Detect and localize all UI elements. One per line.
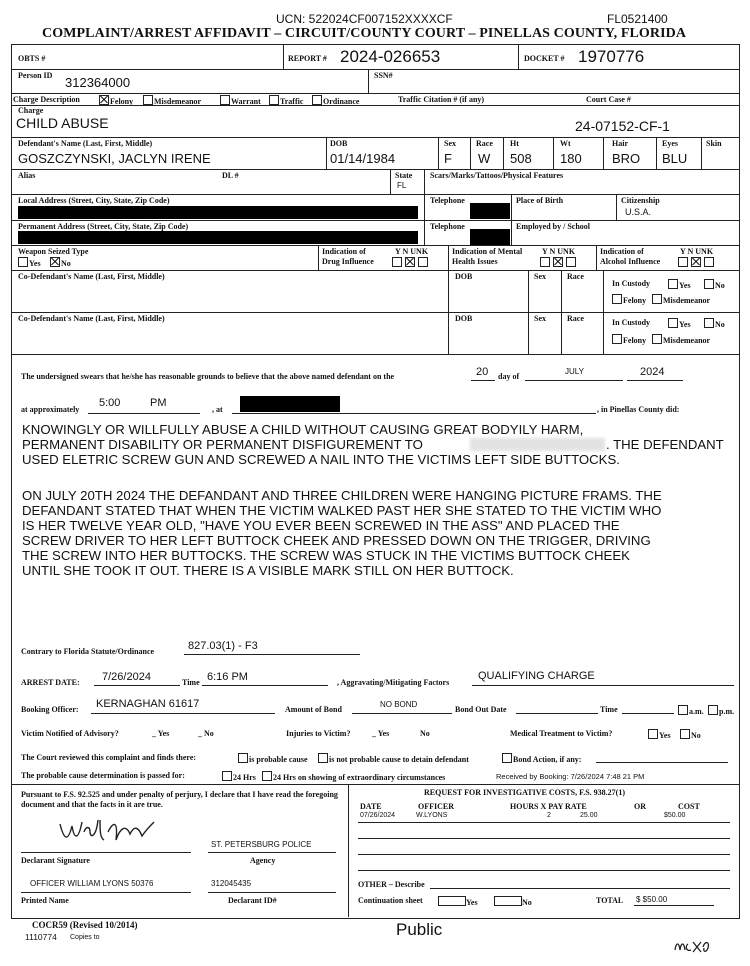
arrest-date-label: ARREST DATE: [21, 678, 80, 687]
24-hrs-checkbox[interactable]: 24 Hrs [222, 771, 256, 783]
not-probable-cause-checkbox[interactable]: is not probable cause to detain defendant [318, 753, 469, 765]
copies-to-label: Copies to [70, 934, 100, 941]
redacted-location [240, 396, 340, 412]
agency-value: ST. PETERSBURG POLICE [211, 840, 312, 849]
docket-number: 1970776 [578, 47, 645, 66]
codefendant-2-dob-label: DOB [455, 314, 473, 323]
declarant-id-label: Declarant ID# [228, 896, 277, 905]
narrative-p2-line-1: ON JULY 20TH 2024 THE DEFANDANT AND THREE CHILDREN WERE HANGING PICTURE FRAMS. THE [22, 488, 662, 503]
continuation-yes-checkbox[interactable]: Yes [438, 896, 478, 908]
at-label: , at [212, 405, 223, 414]
telephone-label: Telephone [430, 196, 465, 205]
codefendant-1-label: Co-Defendant's Name (Last, First, Middle) [18, 272, 165, 281]
codefendant-2-race-label: Race [567, 314, 584, 323]
skin-label: Skin [706, 139, 722, 148]
24-hrs-extraordinary-checkbox[interactable]: 24 Hrs on showing of extraordinary circumstances [262, 771, 445, 783]
alcohol-label-2: Alcohol Influence [600, 257, 661, 266]
codefendant-1-in-custody: In Custody [612, 279, 651, 288]
citizenship-value: U.S.A. [625, 207, 652, 217]
codefendant-1-race-label: Race [567, 272, 584, 281]
cost-hours-value: 2 [547, 812, 551, 819]
mental-checkboxes[interactable] [540, 257, 577, 269]
redacted-telephone-2 [470, 229, 510, 245]
place-of-birth-label: Place of Birth [516, 196, 564, 205]
bond-out-time-label: Time [600, 705, 618, 714]
permanent-address-label: Permanent Address (Street, City, State, Zip Code) [18, 222, 189, 231]
court-review-label: The Court reviewed this complaint and finds there: [21, 753, 197, 762]
weight-value: 180 [560, 151, 582, 166]
narrative-line-1: KNOWINGLY OR WILLFULLY ABUSE A CHILD WITHOUT CAUSING GREAT BODYILY HARM, [22, 422, 584, 437]
eyes-value: BLU [662, 151, 688, 166]
sworn-time: 5:00 [99, 397, 121, 409]
codefendant-1-no-checkbox[interactable]: No [704, 279, 725, 291]
probable-determination-label: The probable cause determination is passed for: [21, 771, 185, 780]
citizenship-label: Citizenship [621, 196, 660, 205]
medical-yes-checkbox[interactable]: Yes [648, 729, 671, 741]
redacted-local-address [18, 206, 418, 219]
cost-cost-value: $50.00 [664, 812, 686, 819]
codefendant-2-label: Co-Defendant's Name (Last, First, Middle) [18, 314, 165, 323]
warrant-checkbox[interactable]: Warrant [220, 95, 261, 107]
cost-cost-header: COST [678, 802, 700, 811]
misdemeanor-checkbox[interactable]: Misdemeanor [143, 95, 201, 107]
drug-ynunk: Y N UNK [395, 247, 429, 256]
advisory-no[interactable]: _ No [198, 729, 214, 738]
sex-value: F [444, 151, 452, 166]
codefendant-2-yes-checkbox[interactable]: Yes [668, 318, 691, 330]
codefendant-1-sex-label: Sex [534, 272, 546, 281]
arrest-time-label: Time [182, 678, 200, 687]
charge-label: Charge [18, 106, 44, 115]
form-frame [11, 44, 740, 919]
sworn-day: 20 [476, 366, 489, 378]
drug-checkboxes[interactable] [392, 257, 429, 269]
scars-label: Scars/Marks/Tattoos/Physical Features [430, 171, 564, 180]
arrest-time-value: 6:16 PM [207, 671, 248, 683]
perjury-statement: Pursuant to F.S. 92.525 and under penalty of perjury, I declare that I have read the foregoing document and that the facts in it are true. [21, 790, 338, 809]
alcohol-checkboxes[interactable] [678, 257, 715, 269]
report-label: REPORT # [288, 54, 327, 63]
mental-label-1: Indication of Mental [452, 247, 523, 256]
codefendant-2-sex-label: Sex [534, 314, 546, 323]
injuries-label: Injuries to Victim? [286, 729, 351, 738]
codefendant-1-yes-checkbox[interactable]: Yes [668, 279, 691, 291]
charge-description-label: Charge Description [13, 95, 80, 104]
codefendant-2-felony-checkbox[interactable]: Felony [612, 334, 646, 346]
state-label: State [395, 171, 413, 180]
medical-no-checkbox[interactable]: No [680, 729, 701, 741]
narrative-p2-line-3: IS HER TWELVE YEAR OLD, "HAVE YOU EVER BEEN SCREWED IN THE ASS" AND PLACED THE [22, 518, 620, 533]
narrative-p2-line-6: UNTIL SHE TOOK IT OUT. THERE IS A VISIBLE MARK STILL ON HER BUTTOCK. [22, 563, 514, 578]
injuries-no[interactable]: No [420, 729, 430, 738]
defendant-name-label: Defendant's Name (Last, First, Middle) [18, 139, 153, 148]
court-case-number: 24-07152-CF-1 [575, 118, 670, 134]
dob-value: 01/14/1984 [330, 151, 396, 166]
alias-label: Alias [18, 171, 36, 180]
cost-hours-header: HOURS X PAY RATE [510, 802, 587, 811]
cost-officer-header: OFFICER [418, 802, 454, 811]
booking-officer-label: Booking Officer: [21, 705, 79, 714]
narrative-p2-line-4: SCREW DRIVER TO HER LEFT BUTTOCK CHEEK AND PRESSED DOWN ON THE TRIGGER, DRIVING [22, 533, 651, 548]
sex-label: Sex [444, 139, 456, 148]
narrative-p2-line-5: THE SCREW INTO HER BUTTOCKS. THE SCREW WAS STUCK IN THE VICTIMS BUTTOCK CHEEK [22, 548, 630, 563]
investigative-costs-title: REQUEST FOR INVESTIGATIVE COSTS, F.S. 938.27(1) [424, 788, 626, 797]
signature-image [56, 812, 166, 848]
narrative-line-2-end: . THE DEFENDANT [606, 437, 724, 452]
traffic-checkbox[interactable]: Traffic [269, 95, 303, 107]
printed-name-label: Printed Name [21, 896, 69, 905]
person-id-label: Person ID [18, 71, 53, 80]
probable-cause-checkbox[interactable]: is probable cause [238, 753, 308, 765]
state-value: FL [397, 181, 407, 190]
charge-value: CHILD ABUSE [16, 115, 109, 131]
factors-value: QUALIFYING CHARGE [478, 670, 595, 682]
handwritten-initials [672, 934, 714, 958]
bond-amount-label: Amount of Bond [285, 705, 342, 714]
height-value: 508 [510, 151, 532, 166]
blurred-victim-name [470, 438, 605, 451]
eyes-label: Eyes [662, 139, 678, 148]
ordinance-checkbox[interactable]: Ordinance [312, 95, 359, 107]
statute-value: 827.03(1) - F3 [188, 640, 258, 652]
booking-officer-value: KERNAGHAN 61617 [96, 698, 200, 710]
codefendant-1-felony-checkbox[interactable]: Felony [612, 294, 646, 306]
weight-label: Wt [560, 139, 571, 148]
codefendant-2-no-checkbox[interactable]: No [704, 318, 725, 330]
report-number: 2024-026653 [340, 47, 441, 66]
am-checkbox[interactable]: a.m. [678, 705, 704, 717]
alcohol-label-1: Indication of [600, 247, 644, 256]
bond-out-date-label: Bond Out Date [455, 705, 507, 714]
cost-date-header: DATE [360, 802, 382, 811]
alcohol-ynunk: Y N UNK [680, 247, 714, 256]
continuation-sheet-label: Continuation sheet [358, 896, 423, 905]
cost-date-value: 07/26/2024 [360, 812, 396, 819]
cost-rate-value: 25.00 [580, 812, 598, 819]
mental-label-2: Health Issues [452, 257, 498, 266]
telephone-2-label: Telephone [430, 222, 465, 231]
sworn-am-pm: PM [150, 397, 167, 409]
drug-label-2: Drug Influence [322, 257, 374, 266]
felony-checkbox[interactable]: Felony [99, 95, 133, 107]
hair-value: BRO [612, 151, 641, 166]
medical-treatment-label: Medical Treatment to Victim? [510, 729, 613, 738]
race-label: Race [476, 139, 493, 148]
codefendant-1-dob-label: DOB [455, 272, 473, 281]
codefendant-1-misdemeanor-checkbox[interactable]: Misdemeanor [652, 294, 710, 306]
cost-officer-value: W.LYONS [416, 812, 448, 819]
continuation-no-checkbox[interactable]: No [494, 896, 532, 908]
form-revision: COCR59 (Revised 10/2014) [32, 920, 138, 930]
total-value: $ $50.00 [636, 895, 668, 904]
weapon-label: Weapon Seized Type [18, 247, 89, 256]
docket-label: DOCKET # [524, 54, 565, 63]
declarant-signature-label: Declarant Signature [21, 856, 90, 865]
court-case-label: Court Case # [586, 95, 631, 104]
height-label: Ht [510, 139, 519, 148]
agency-label: Agency [250, 856, 276, 865]
drug-label-1: Indication of [322, 247, 366, 256]
mental-ynunk: Y N UNK [542, 247, 576, 256]
redacted-permanent-address [18, 231, 418, 244]
ucn-number: UCN: 522024CF007152XXXXCF [276, 12, 453, 26]
cost-or-header: OR [634, 802, 646, 811]
weapon-yes-checkbox[interactable]: Yes [18, 257, 41, 269]
factors-label: , Aggravating/Mitigating Factors [337, 678, 450, 687]
bond-action-checkbox[interactable]: Bond Action, if any: [502, 753, 581, 765]
bond-amount-value: NO BOND [380, 700, 418, 709]
county-label: , in Pinellas County did: [597, 405, 680, 414]
statute-label: Contrary to Florida Statute/Ordinance [21, 647, 155, 656]
codefendant-2-misdemeanor-checkbox[interactable]: Misdemeanor [652, 334, 710, 346]
dl-label: DL # [222, 171, 239, 180]
arrest-date-value: 7/26/2024 [102, 671, 151, 683]
traffic-citation-label: Traffic Citation # (if any) [398, 95, 485, 104]
day-of-label: day of [498, 372, 520, 381]
injuries-yes[interactable]: _ Yes [372, 729, 390, 738]
declarant-id-value: 312045435 [211, 879, 252, 888]
obts-label: OBTS # [18, 54, 46, 63]
sworn-statement: The undersigned swears that he/she has reasonable grounds to believe that the above named defendant on the [21, 372, 395, 381]
dob-label: DOB [330, 139, 348, 148]
victim-advisory-label: Victim Notified of Advisory? [21, 729, 119, 738]
approximately-label: at approximately [21, 405, 80, 414]
form-title: COMPLAINT/ARREST AFFIDAVIT – CIRCUIT/COUNTY COURT – PINELLAS COUNTY, FLORIDA [42, 26, 687, 41]
redacted-telephone [470, 203, 510, 219]
race-value: W [478, 151, 491, 166]
codefendant-2-in-custody: In Custody [612, 318, 651, 327]
narrative-line-2: PERMANENT DISABILITY OR PERMANENT DISFIGUREMENT TO [22, 437, 423, 452]
weapon-no-checkbox[interactable]: No [50, 257, 71, 269]
defendant-name-value: GOSZCZYNSKI, JACLYN IRENE [18, 151, 211, 166]
form-code: FL0521400 [607, 12, 668, 26]
ssn-label: SSN# [374, 71, 393, 80]
sworn-month: JULY [565, 367, 584, 376]
sworn-year: 2024 [640, 366, 665, 378]
pm-checkbox[interactable]: p.m. [708, 705, 734, 717]
public-label: Public [396, 920, 443, 939]
other-describe-label: OTHER – Describe [358, 880, 425, 889]
narrative-line-3: USED ELETRIC SCREW GUN AND SCREWED A NAIL INTO THE VICTIMS LEFT SIDE BUTTOCKS. [22, 452, 620, 467]
hair-label: Hair [612, 139, 628, 148]
form-number: 1110774 [25, 932, 57, 942]
narrative-p2-line-2: DEFANDANT STATED THAT WHEN THE VICTIM WALKED PAST HER SHE STATED TO THE VICTIM WHO [22, 503, 662, 518]
printed-name-value: OFFICER WILLIAM LYONS 50376 [30, 879, 154, 888]
employed-label: Employed by / School [516, 222, 591, 231]
advisory-yes[interactable]: _ Yes [152, 729, 170, 738]
local-address-label: Local Address (Street, City, State, Zip Code) [18, 196, 170, 205]
total-label: TOTAL [596, 896, 624, 905]
received-by-booking: Received by Booking: 7/26/2024 7:48 21 PM [496, 772, 645, 781]
person-id-value: 312364000 [65, 75, 131, 90]
